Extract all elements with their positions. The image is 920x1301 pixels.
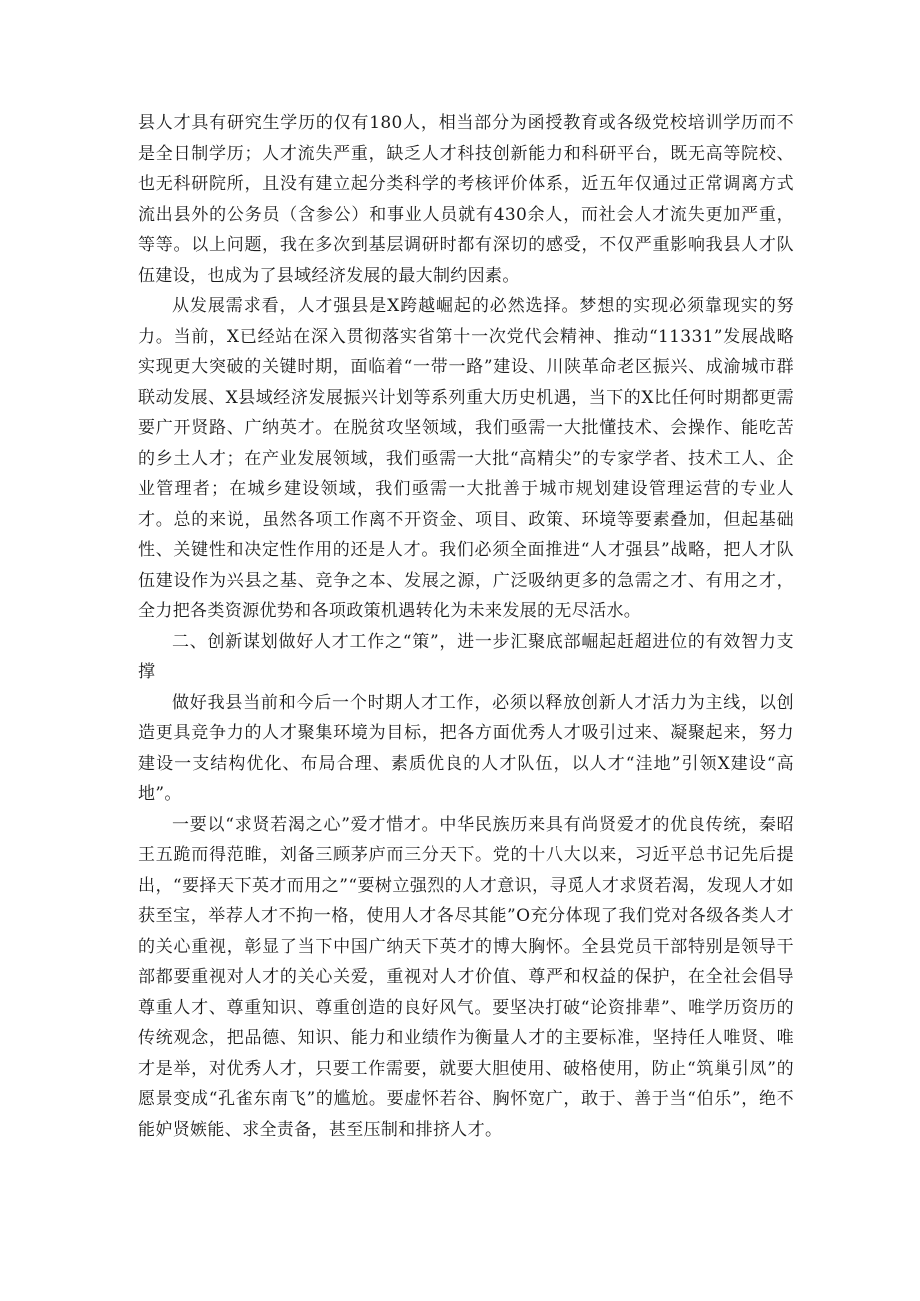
document-page [138,108,794,1145]
paragraph-development-demand: 从发展需求看，人才强县是X跨越崛起的必然选择。梦想的实现必须靠现实的努力。当前，X已经站在深入贯彻落实省第十一次党代会精神、推动“11331”发展战略实现更大突破的关键时期，面临着“一带一路”建设、川陕革命老区振兴、成渝城市群联动发展、X县域经济发展振兴计划等系列重大历史机遇，当下的X比任何时期都更需要广开贤路、广纳英才。在脱贫攻坚领域，我们亟需一大批懂技术、会操作、能吃苦的乡土人才；在产业发展领域，我们亟需一大批“高精尖”的专家学者、技术工人、企业管理者；在城乡建设领域，我们亟需一大批善于城市规划建设管理运营的专业人才。总的来说，虽然各项工作离不开资金、项目、政策、环境等要素叠加，但起基础性、关键性和决定性作用的还是人才。我们必须全面推进“人才强县”战略，把人才队伍建设作为兴县之基、竞争之本、发展之源，广泛吸纳更多的急需之才、有用之才，全力把各类资源优势和各项政策机遇转化为未来发展的无尽活水。 [138,296,794,621]
section-heading-two: 二、创新谋划做好人才工作之“策”，进一步汇聚底部崛起赶超进位的有效智力支撑 [138,631,794,682]
paragraph-cherish-talent: 一要以“求贤若渴之心”爱才惜才。中华民族历来具有尚贤爱才的优良传统，秦昭王五跪而得范睢，刘备三顾茅庐而三分天下。党的十八大以来，习近平总书记先后提出，“要择天下英才而用之”“要树立强烈的人才意识，寻觅人才求贤若渴，发现人才如获至宝，举荐人才不拘一格，使用人才各尽其能”O充分体现了我们党对各级各类人才的关心重视，彰显了当下中国广纳天下英才的博大胸怀。全县党员干部特别是领导干部都要重视对人才的关心关爱，重视对人才价值、尊严和权益的保护，在全社会倡导尊重人才、尊重知识、尊重创造的良好风气。要坚决打破“论资排辈”、唯学历资历的传统观念，把品德、知识、能力和业绩作为衡量人才的主要标准，坚持任人唯贤、唯才是举，对优秀人才，只要工作需要，就要大胆使用、破格使用，防止“筑巢引凤”的愿景变成“孔雀东南飞”的尴尬。要虚怀若谷、胸怀宽广，敢于、善于当“伯乐”，绝不能妒贤嫉能、求全责备，甚至压制和排挤人才。 [138,814,794,1140]
paragraph-talent-problems: 县人才具有研究生学历的仅有180人，相当部分为函授教育或各级党校培训学历而不是全日制学历；人才流失严重，缺乏人才科技创新能力和科研平台，既无高等院校、也无科研院所，且没有建立起分类科学的考核评价体系，近五年仅通过正常调离方式流出县外的公务员（含参公）和事业人员就有430余人，而社会人才流失更加严重，等等。以上问题，我在多次到基层调研时都有深切的感受，不仅严重影响我县人才队伍建设，也成为了县域经济发展的最大制约因素。 [138,113,794,286]
paragraph-talent-work-plan: 做好我县当前和今后一个时期人才工作，必须以释放创新人才活力为主线，以创造更具竞争力的人才聚集环境为目标，把各方面优秀人才吸引过来、凝聚起来，努力建设一支结构优化、布局合理、素质优良的人才队伍，以人才“洼地”引领X建设“高地”。 [138,692,794,804]
